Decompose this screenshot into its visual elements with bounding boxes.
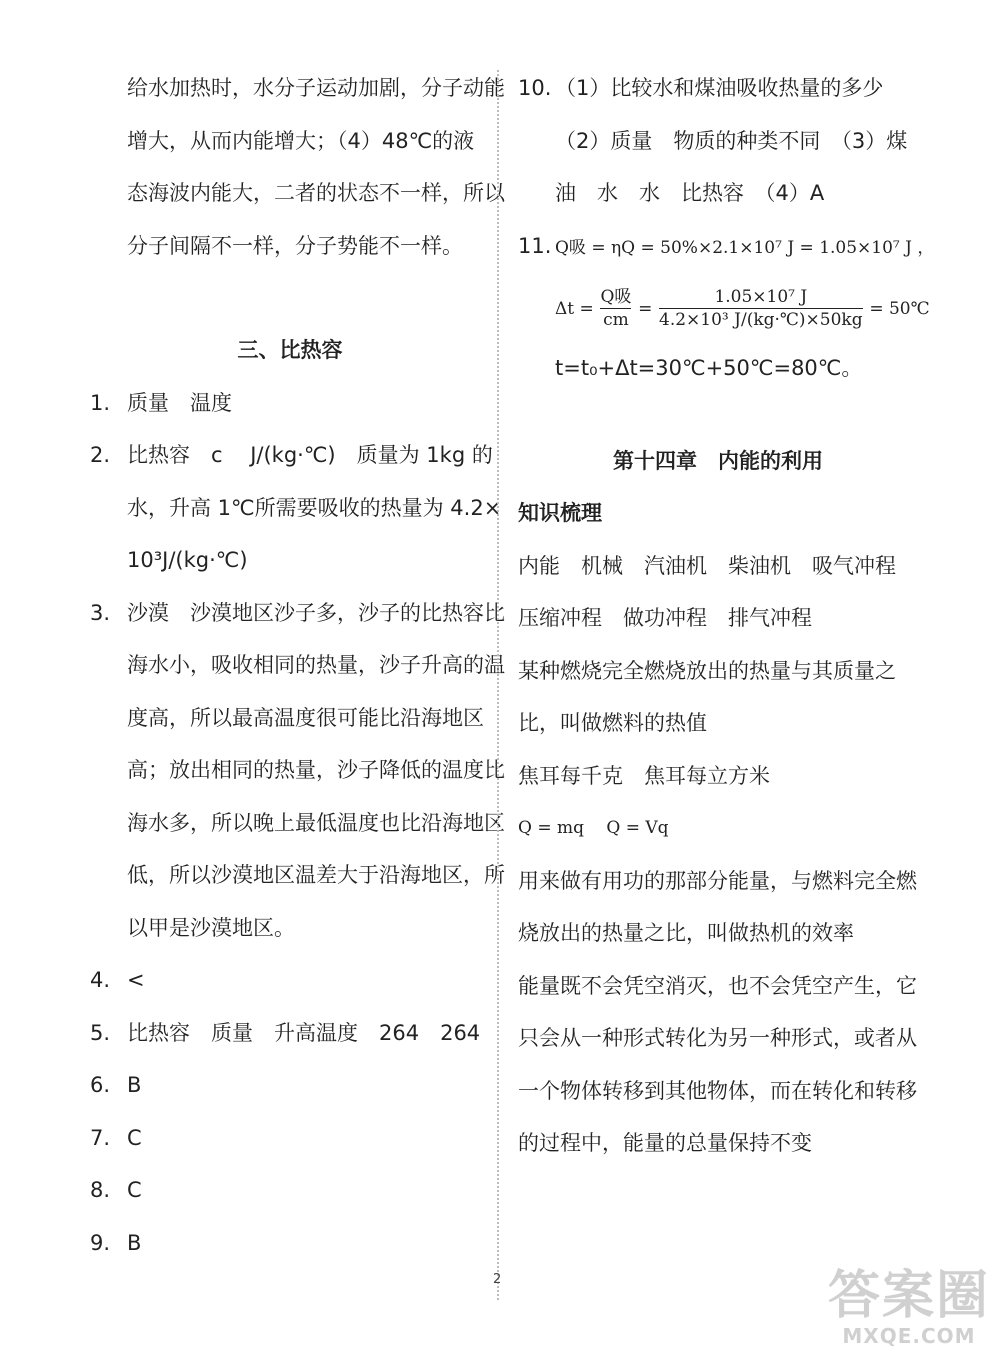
item-text: 以甲是沙漠地区。 [127, 915, 295, 940]
item-text: 10³J/(kg·℃) [127, 548, 248, 572]
answer-item-3 [90, 587, 505, 955]
fraction-numerator: Q吸 [600, 286, 632, 307]
text-line: 某种燃烧完全燃烧放出的热量与其质量之 [518, 658, 896, 683]
answer-item-1 [90, 377, 490, 430]
item-number: 6. [90, 1073, 111, 1097]
subheading: 知识梳理 [518, 501, 602, 525]
right-column [518, 62, 935, 1170]
item-number: 10. [518, 76, 552, 100]
item-text: C [127, 1178, 142, 1202]
item-text: B [127, 1073, 142, 1097]
watermark [828, 1268, 990, 1348]
item-text: 沙漠 沙漠地区沙子多，沙子的比热容比 [127, 600, 505, 625]
answer-item-2 [90, 429, 502, 587]
item-text: 比热容 质量 升高温度 264 264 [127, 1020, 481, 1045]
text-line: 增大，从而内能增大；（4）48℃的液 [127, 128, 475, 153]
watermark-url: MXQE.COM [842, 1324, 976, 1348]
item-number: 4. [90, 968, 111, 992]
fraction-numerator: 1.05×10⁷ J [714, 286, 808, 307]
answer-item-4 [90, 954, 490, 1007]
text-line: 用来做有用功的那部分能量，与燃料完全燃 [518, 868, 917, 893]
column-divider [497, 70, 499, 1300]
text-line: 内能 机械 汽油机 柴油机 吸气冲程 [518, 553, 896, 578]
answer-item-7 [90, 1112, 490, 1165]
answer-item-8 [90, 1164, 490, 1217]
section-title: 三、比热容 [237, 338, 343, 362]
equation-result: = 50℃ [869, 299, 930, 319]
equation-temperature-change [518, 272, 930, 342]
item-text: C [127, 1125, 142, 1150]
fraction-denominator: cm [600, 308, 631, 331]
item-text: 度高，所以最高温度很可能比沿海地区 [127, 705, 484, 730]
answer-item-6 [90, 1059, 490, 1112]
left-column [90, 62, 505, 1269]
item-number: 1. [90, 390, 111, 415]
answer-item-5 [90, 1007, 490, 1060]
equation-final-temperature: t=t₀+Δt=30℃+50℃=80℃。 [555, 356, 863, 380]
text-line: 焦耳每千克 焦耳每立方米 [518, 763, 770, 788]
watermark-logo: 答案圈 [827, 1266, 990, 1326]
equation-lhs: Δt = [555, 299, 594, 319]
item-text: 海水小，吸收相同的热量，沙子升高的温 [127, 653, 505, 677]
item-number: 7. [90, 1125, 111, 1150]
answer-item-9 [90, 1217, 490, 1270]
text-line: 比，叫做燃料的热值 [518, 711, 707, 735]
item-text: 质量 温度 [127, 390, 232, 415]
text-line: 能量既不会凭空消灭，也不会凭空产生，它 [518, 973, 917, 998]
item-number: 3. [90, 600, 111, 625]
answer-item-10 [518, 62, 918, 220]
page-number: 2 [493, 1272, 502, 1287]
item-text: 高；放出相同的热量，沙子降低的温度比 [127, 758, 505, 782]
item-text: （2）质量 物质的种类不同 （3）煤 [555, 128, 908, 153]
item-number: 2. [90, 443, 111, 467]
item-number: 8. [90, 1178, 111, 1202]
item-text: 油 水 水 比热容 （4）A [555, 181, 825, 205]
item-text: < [127, 968, 145, 992]
text-line: 只会从一种形式转化为另一种形式，或者从 [518, 1026, 917, 1050]
text-line: 分子间隔不一样，分子势能不一样。 [127, 233, 463, 258]
text-line: 烧放出的热量之比，叫做热机的效率 [518, 921, 854, 945]
text-line: 一个物体转移到其他物体，而在转化和转移 [518, 1078, 917, 1103]
item-text: （1）比较水和煤油吸收热量的多少 [555, 76, 884, 100]
equals-sign: = [638, 299, 653, 319]
item-number: 11. [518, 233, 552, 258]
fraction [659, 286, 863, 331]
equation-heat-absorbed: Q吸 = ηQ = 50%×2.1×10⁷ J = 1.05×10⁷ J ， [555, 237, 935, 258]
item-text: 水，升高 1℃所需要吸收的热量为 4.2× [127, 495, 502, 520]
answer-item-11 [518, 220, 935, 395]
item-number: 5. [90, 1020, 111, 1045]
chapter-title: 第十四章 内能的利用 [613, 448, 823, 473]
text-line: 压缩冲程 做功冲程 排气冲程 [518, 606, 812, 630]
text-line: 态海波内能大，二者的状态不一样，所以 [127, 181, 505, 205]
fraction-denominator: 4.2×10³ J/(kg·℃)×50kg [659, 309, 863, 330]
text-line: 给水加热时，水分子运动加剧，分子动能 [127, 76, 505, 100]
text-line: 的过程中，能量的总量保持不变 [518, 1131, 812, 1155]
formula-line: Q = mq Q = Vq [518, 818, 669, 838]
item-text: 低，所以沙漠地区温差大于沿海地区，所 [127, 863, 505, 887]
item-text: 比热容 c J/(kg·℃) 质量为 1kg 的 [127, 443, 493, 467]
item-text: 海水多，所以晚上最低温度也比沿海地区 [127, 810, 505, 835]
fraction [600, 286, 631, 331]
item-text: B [127, 1230, 142, 1255]
item-number: 9. [90, 1230, 111, 1255]
